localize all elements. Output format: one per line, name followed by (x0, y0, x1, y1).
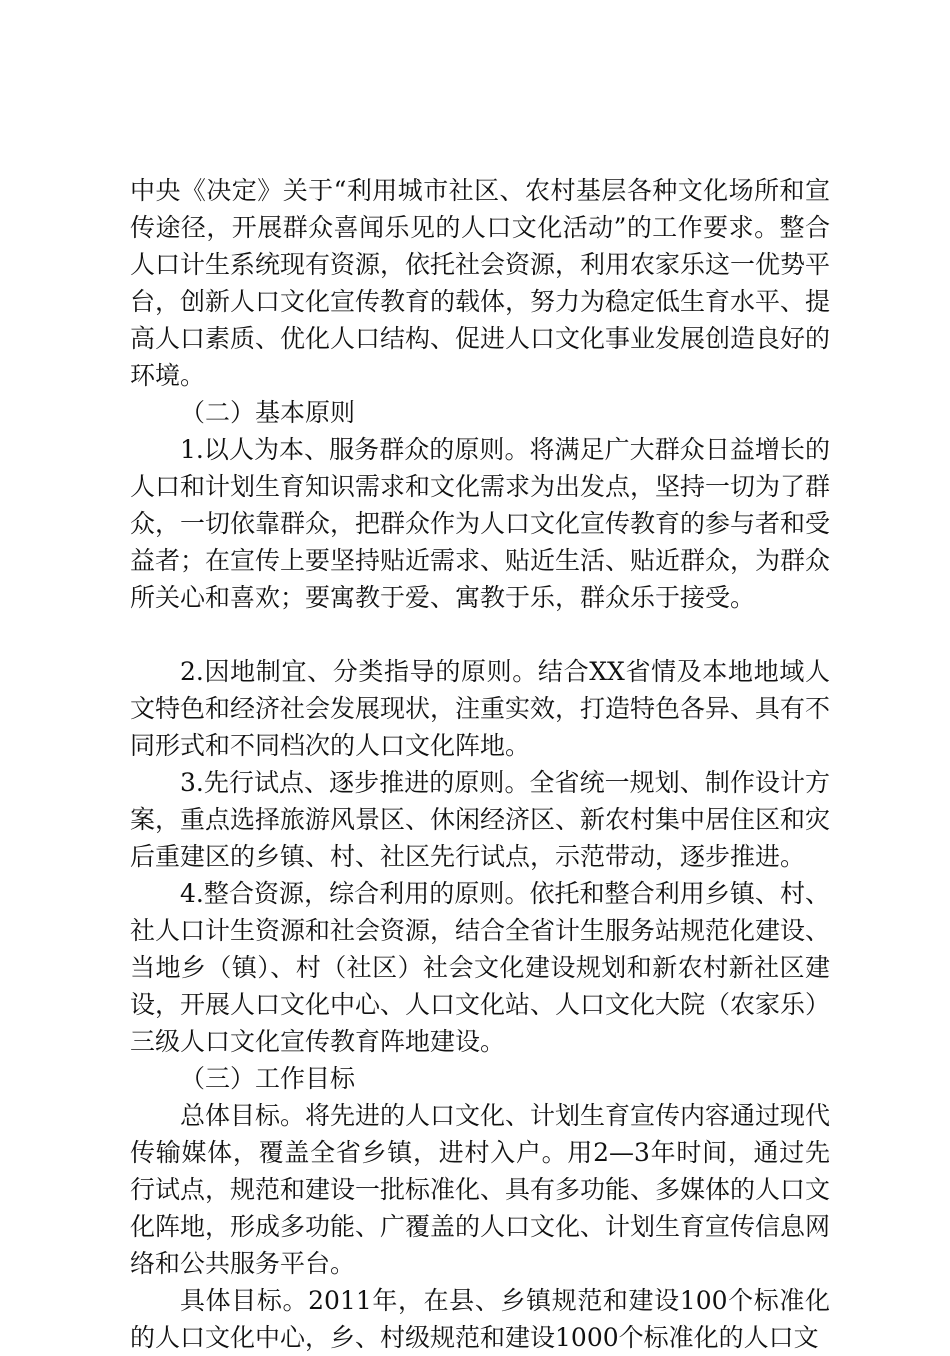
paragraph-overall-goal: 总体目标。将先进的人口文化、计划生育宣传内容通过现代传输媒体，覆盖全省乡镇，进村入户。用2—3年时间，通过先行试点，规范和建设一批标准化、具有多功能、多媒体的人口文化阵地，形成多功能、广覆盖的人口文化、计划生育宣传信息网络和公共服务平台。 (130, 1101, 831, 1278)
section-heading-work-goals: （三）工作目标 (180, 1064, 356, 1093)
paragraph-principle-3: 3.先行试点、逐步推进的原则。全省统一规划、制作设计方案，重点选择旅游风景区、休闲经济区、新农村集中居住区和灾后重建区的乡镇、村、社区先行试点，示范带动，逐步推进。 (130, 768, 831, 871)
document-body (130, 172, 830, 1356)
section-heading-basic-principles: （二）基本原则 (180, 398, 356, 427)
paragraph-principle-4: 4.整合资源，综合利用的原则。依托和整合利用乡镇、村、社人口计生资源和社会资源，结合全省计生服务站规范化建设、当地乡（镇）、村（社区）社会文化建设规划和新农村新社区建设，开展人口文化中心、人口文化站、人口文化大院（农家乐）三级人口文化宣传教育阵地建设。 (130, 879, 831, 1056)
paragraph-specific-goal: 具体目标。2011年，在县、乡镇规范和建设100个标准化的人口文化中心，乡、村级规范和建设1000个标准化的人口文 (130, 1286, 830, 1352)
paragraph-principle-1: 1.以人为本、服务群众的原则。将满足广大群众日益增长的人口和计划生育知识需求和文化需求为出发点，坚持一切为了群众，一切依靠群众，把群众作为人口文化宣传教育的参与者和受益者；在宣传上要坚持贴近需求、贴近生活、贴近群众，为群众所关心和喜欢；要寓教于爱、寓教于乐，群众乐于接受。 (130, 435, 831, 612)
paragraph-intro: 中央《决定》关于“利用城市社区、农村基层各种文化场所和宣传途径，开展群众喜闻乐见的人口文化活动”的工作要求。整合人口计生系统现有资源，依托社会资源，利用农家乐这一优势平台，创新人口文化宣传教育的载体，努力为稳定低生育水平、提高人口素质、优化人口结构、促进人口文化事业发展创造良好的环境。 (130, 176, 831, 390)
paragraph-principle-2: 2.因地制宜、分类指导的原则。结合XX省情及本地地域人文特色和经济社会发展现状，注重实效，打造特色各异、具有不同形式和不同档次的人口文化阵地。 (130, 657, 831, 760)
